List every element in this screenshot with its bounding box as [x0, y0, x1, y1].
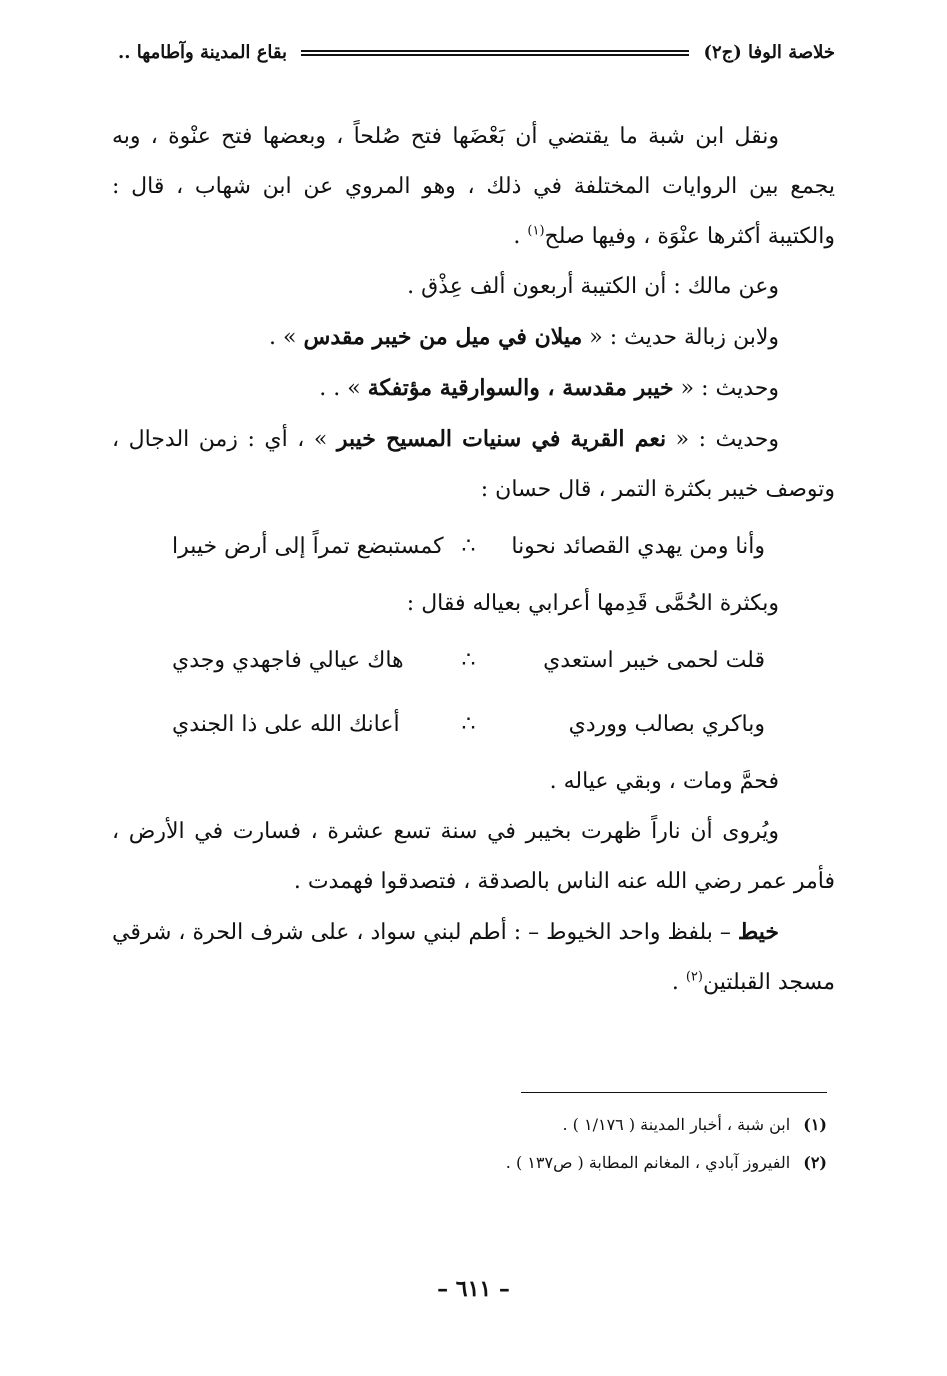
paragraph-6: وبكثرة الحُمَّى قَدِمها أعرابي بعياله فقال :	[406, 591, 779, 616]
verse-1	[112, 515, 835, 579]
paragraph-9-end: .	[671, 970, 686, 995]
page-number: – ٦١١ –	[437, 1276, 510, 1302]
paragraph-3	[112, 312, 835, 363]
footnote-1-number: (١)	[803, 1115, 827, 1134]
paragraph-5	[112, 414, 835, 515]
verse-3-separator: ∴	[461, 712, 476, 737]
paragraph-1	[112, 112, 835, 262]
verse-1-separator: ∴	[461, 534, 476, 559]
paragraph-2: وعن مالك : أن الكتيبة أربعون ألف عِذْق .	[407, 274, 779, 299]
footnote-ref-1[interactable]: (١)	[527, 223, 545, 239]
verse-3-first-hemistich: وباكري بصالب ووردي	[568, 712, 765, 737]
hadith-quote-1: ميلان في ميل من خيبر مقدس	[303, 324, 583, 350]
verse-2-first-hemistich: قلت لحمى خيبر استعدي	[543, 648, 765, 673]
paragraph-9	[112, 907, 835, 1008]
paragraph-1-end: .	[513, 224, 528, 249]
header-rule	[301, 50, 689, 56]
verse-2	[112, 629, 835, 693]
running-header	[118, 34, 835, 70]
footnote-1-text: ابن شبة ، أخبار المدينة ( ١/١٧٦ ) .	[562, 1115, 791, 1134]
paragraph-9-text: – بلفظ واحد الخيوط – : أطم لبني سواد ، على شرف الحرة ، شرقي مسجد القبلتين	[112, 920, 835, 995]
entry-heading-khayt: خيط	[737, 919, 779, 945]
verse-3	[112, 693, 835, 757]
paragraph-1-text: ونقل ابن شبة ما يقتضي أن بَعْضَها فتح صُلحاً ، وبعضها فتح عنْوة ، وبه يجمع بين الروايات المختلفة في ذلك ، وهو المروي عن ابن شهاب ، قال : والكتيبة أكثرها عنْوَة ، وفيها صلح	[112, 124, 835, 249]
footnote-2-number: (٢)	[803, 1153, 827, 1172]
hadith-quote-2: خيبر مقدسة ، والسوارقية مؤتفكة	[367, 375, 674, 401]
verse-1-second-hemistich: كمستبضع تمراً إلى أرض خيبرا	[172, 534, 444, 559]
footnote-divider	[521, 1092, 827, 1093]
header-section-title: بقاع المدينة وآطامها ..	[118, 41, 288, 63]
paragraph-8: ويُروى أن ناراً ظهرت بخيبر في سنة تسع عشرة ، فسارت في الأرض ، فأمر عمر رضي الله عنه الناس بالصدقة ، فتصدقوا فهمدت .	[112, 819, 835, 894]
verse-1-first-hemistich: وأنا ومن يهدي القصائد نحونا	[511, 534, 765, 559]
footnote-2	[120, 1144, 827, 1182]
footnote-2-text: الفيروز آبادي ، المغانم المطابة ( ص١٣٧ ) .	[505, 1153, 791, 1172]
paragraph-5-post: » ، أي : زمن الدجال ، وتوصف خيبر بكثرة التمر ، قال حسان :	[112, 427, 835, 502]
paragraph-7: فحمَّ ومات ، وبقي عياله .	[549, 769, 779, 794]
verse-2-second-hemistich: هاك عيالي فاجهدي وجدي	[172, 648, 404, 673]
paragraph-3-pre: ولابن زبالة حديث : «	[582, 325, 779, 350]
verse-3-second-hemistich: أعانك الله على ذا الجندي	[172, 712, 400, 737]
paragraph-5-pre: وحديث : «	[666, 427, 780, 452]
footnote-ref-2[interactable]: (٢)	[685, 969, 703, 985]
paragraph-3-post: » .	[269, 325, 304, 350]
paragraph-4-post: » . .	[319, 376, 368, 401]
paragraph-4	[112, 363, 835, 414]
footnote-1	[120, 1106, 827, 1144]
verse-2-separator: ∴	[461, 648, 476, 673]
paragraph-4-pre: وحديث : «	[673, 376, 779, 401]
hadith-quote-3: نعم القرية في سنيات المسيح خيبر	[336, 426, 667, 452]
main-text	[112, 112, 835, 1008]
footnotes	[120, 1106, 827, 1182]
header-book-title: خلاصة الوفا (ج٢)	[703, 41, 835, 63]
